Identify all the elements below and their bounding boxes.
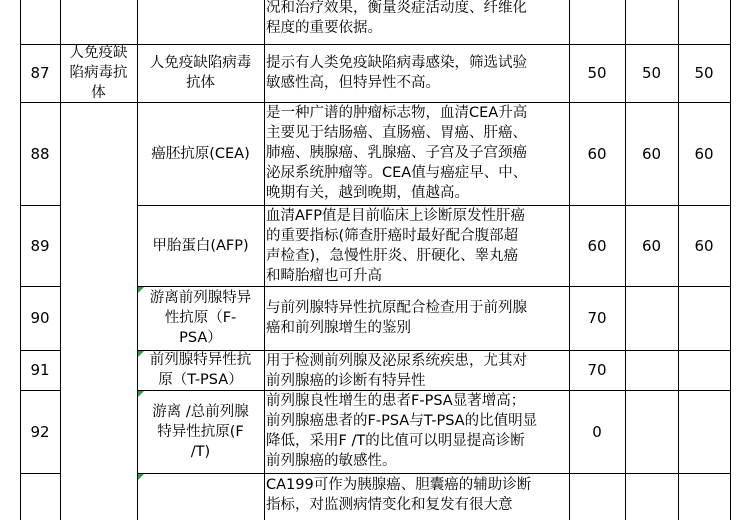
text-line: 用于检测前列腺及泌尿系统疾患，尤其对 (266, 353, 527, 369)
row-number: 91 (30, 361, 50, 379)
text-line: 敏感性高，但特异性不高。 (266, 75, 440, 91)
text-line: 陷病毒抗 (69, 65, 128, 81)
text-line: 前列腺良性增生的患者F-PSA显著增高； (266, 393, 526, 409)
text-line: 癌和前列腺增生的鉴别 (266, 320, 411, 336)
text-line: 前列腺特异性抗 (149, 352, 252, 368)
item-name-cell (137, 102, 264, 205)
price-value-3 (678, 350, 730, 390)
price-value-2 (625, 350, 678, 390)
price-value-2: 60 (641, 144, 662, 163)
text-line: 前列腺癌患者的F-PSA与T-PSA的比值明显 (266, 413, 538, 429)
item-name-cell (137, 350, 264, 390)
price-value-1: 50 (587, 64, 607, 82)
price-value-2 (625, 390, 678, 473)
item-name-cell (137, 205, 264, 286)
text-line: CA199可作为胰腺癌、胆囊癌的辅助诊断 (266, 477, 532, 493)
grid-line-vertical (730, 0, 731, 520)
row-number: 89 (30, 236, 50, 255)
text-line: 游离 /总前列腺 (152, 403, 249, 420)
price-value-2: 50 (641, 64, 662, 82)
description-cell (264, 475, 569, 515)
price-value-3 (678, 286, 730, 350)
comment-marker-icon (138, 474, 144, 480)
price-value-3: 50 (694, 64, 714, 82)
row-number: 87 (30, 64, 50, 82)
text-line: 和畸胎瘤也可升高 (266, 268, 382, 284)
price-value-1: 60 (587, 236, 607, 255)
text-line: 的重要指标(筛查肝癌时最好配合腹部超 (266, 228, 519, 244)
price-value-1 (569, 0, 625, 44)
description-cell (264, 298, 569, 338)
price-value-1: 70 (587, 309, 607, 327)
price-value-2: 60 (641, 236, 662, 255)
text-line: /T) (190, 443, 211, 460)
description-cell (264, 103, 569, 203)
price-value-2 (625, 0, 678, 44)
text-line: 与前列腺特异性抗原配合检查用于前列腺 (266, 300, 527, 316)
text-line: 降低，采用F /T的比值可以明显提高诊断 (266, 433, 525, 449)
text-line: 人免疫缺 (69, 45, 128, 61)
description-cell (264, 351, 569, 391)
text-line: 是一种广谱的肿瘤标志物，血清CEA升高 (266, 105, 528, 121)
price-value-2 (625, 286, 678, 350)
text-line: 人免疫缺陷病毒 (149, 55, 252, 71)
text-line: 原（T-PSA） (158, 372, 243, 388)
price-value-2 (625, 473, 678, 520)
item-name-cell (137, 390, 264, 473)
text-line: 主要见于结肠癌、直肠癌、胃癌、肝癌、 (266, 125, 527, 141)
text-line: 泌尿系统肿瘤等。CEA值与癌症早、中、 (266, 165, 528, 181)
price-value-1: 60 (587, 144, 607, 163)
text-line: 提示有人类免疫缺陷病毒感染，筛选试验 (266, 55, 527, 71)
description-cell (264, 391, 569, 471)
comment-marker-icon (138, 351, 144, 357)
text-line: 晚期有关，越到晚期，值越高。 (266, 185, 469, 201)
category-cell (60, 44, 137, 102)
text-line: 性抗原（F- (164, 310, 237, 326)
comment-marker-icon (138, 287, 144, 293)
text-line: 指标，对监测病情变化和复发有很大意 (266, 497, 513, 513)
text-line: 特异性抗原(F (157, 423, 244, 440)
row-number (20, 0, 60, 44)
item-name-cell (137, 44, 264, 102)
text-line: 抗体 (186, 75, 215, 91)
row-number: 92 (30, 422, 50, 441)
text-line: 声检查)，急慢性肝炎、肝硬化、睾丸癌 (266, 248, 519, 264)
text-line: 肺癌、胰腺癌、乳腺癌、子宫及子宫颈癌 (266, 145, 527, 161)
price-value-1: 70 (587, 361, 607, 379)
text-line: 游离前列腺特异 (149, 290, 252, 306)
price-value-3 (678, 0, 730, 44)
text-line: 况和治疗效果，衡量炎症活动度、纤维化 (266, 0, 527, 16)
text-line: 程度的重要依据。 (266, 20, 382, 36)
price-value-3: 60 (694, 144, 714, 163)
row-number (20, 473, 60, 520)
price-value-3 (678, 473, 730, 520)
description-cell (264, 0, 569, 38)
text-line: 前列腺癌的诊断有特异性 (266, 373, 426, 389)
description-cell (264, 53, 569, 93)
item-name-cell (137, 286, 264, 350)
price-value-1 (569, 473, 625, 520)
text-line: 甲胎蛋白(AFP) (152, 237, 249, 254)
text-line: 癌胚抗原(CEA) (151, 145, 250, 162)
price-value-3 (678, 390, 730, 473)
comment-marker-icon (138, 391, 144, 397)
row-number: 88 (30, 144, 50, 163)
price-value-1: 0 (592, 422, 602, 441)
text-line: 前列腺癌的敏感性。 (266, 453, 397, 469)
price-value-3: 60 (694, 236, 714, 255)
text-line: PSA） (179, 330, 222, 346)
text-line: 血清AFP值是目前临床上诊断原发性肝癌 (266, 208, 526, 224)
text-line: 体 (91, 85, 106, 101)
row-number: 90 (30, 309, 50, 327)
description-cell (264, 206, 569, 286)
